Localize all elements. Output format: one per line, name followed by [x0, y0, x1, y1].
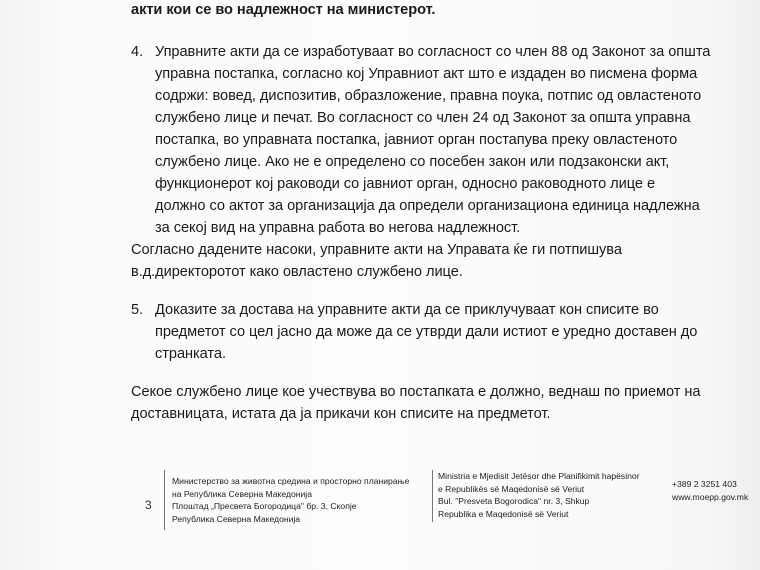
top-line: акти кои се во надлежност на министерот.	[131, 2, 436, 18]
item-5-line: предметот со цел јасно да може да се утврди дали истиот е уредно доставен до	[155, 324, 698, 340]
item-4-line: за секој вид на управна работа во негова надлежност.	[155, 220, 521, 236]
signing-paragraph-line: Согласно дадените насоки, управните акти на Управата ќе ги потпишува	[131, 242, 622, 258]
item-4-line: управна постапка, согласно кој Управниот акт што е издаден во писмена форма	[155, 66, 698, 82]
footer-mk-line: Министерство за животна средина и просторно планирање	[172, 476, 410, 486]
footer-sq-line: Ministria e Mjedisit Jetësor dhe Planifikimit hapësinor	[438, 471, 640, 481]
footer-website: www.moepp.gov.mk	[672, 491, 749, 502]
item-4-line: функционерот кој раководи со јавниот орган, односно раководното лице е	[155, 176, 656, 192]
item-4-line: службено лице и печат. Во согласност со член 24 од Законот за општа управна	[155, 110, 691, 126]
footer-sq-line: Bul. "Presveta Bogorodica" nr. 3, Shkup	[438, 496, 590, 507]
page-number: 3	[145, 498, 152, 512]
signing-paragraph-line: в.д.директоротот како овластено службено лице.	[131, 264, 463, 280]
footer-mk-line: Плоштад „Пресвета Богородица" бр. 3, Скопје	[172, 501, 357, 512]
item-5-line: Доказите за достава на управните акти да се приклучуваат кон списите во	[155, 302, 659, 318]
item-4-line: Управните акти да се изработуваат во согласност со член 88 од Законот за општа	[155, 44, 711, 60]
item-4-line: должно со актот за организација да определи организациона единица надлежна	[155, 198, 700, 214]
footer-sq-line: Republika e Maqedonisë së Veriut	[438, 508, 569, 519]
footer-contact	[672, 478, 748, 503]
item-4-number: 4.	[131, 44, 144, 60]
item-4-line: постапка, во управната постапка, јавниот орган постапува преку овластеното	[155, 132, 678, 148]
footer-albanian-address	[438, 470, 640, 520]
item-4-line: службено лице. Ако не е определено со посебен закон или подзаконски акт,	[155, 154, 670, 170]
footer-mk-line: на Република Северна Македонија	[172, 488, 312, 499]
footer-separator	[432, 470, 433, 522]
footer-mk-line: Република Северна Македонија	[172, 513, 301, 524]
footer-separator	[164, 470, 165, 530]
footer-phone: +389 2 3251 403	[672, 479, 737, 489]
item-5-line: странката.	[155, 346, 226, 362]
item-4-line: содржи: вовед, диспозитив, образложение, правна поука, потпис од овластеното	[155, 88, 702, 104]
final-paragraph-line: доставницата, истата да ја прикачи кон списите на предметот.	[131, 406, 551, 422]
item-5-number: 5.	[131, 302, 144, 318]
final-paragraph-line: Секое службено лице кое учествува во постапката е должно, веднаш по приемот на	[131, 384, 701, 400]
footer-sq-line: e Republikës së Maqedonisë së Veriut	[438, 483, 585, 494]
footer-macedonian-address	[172, 475, 409, 525]
